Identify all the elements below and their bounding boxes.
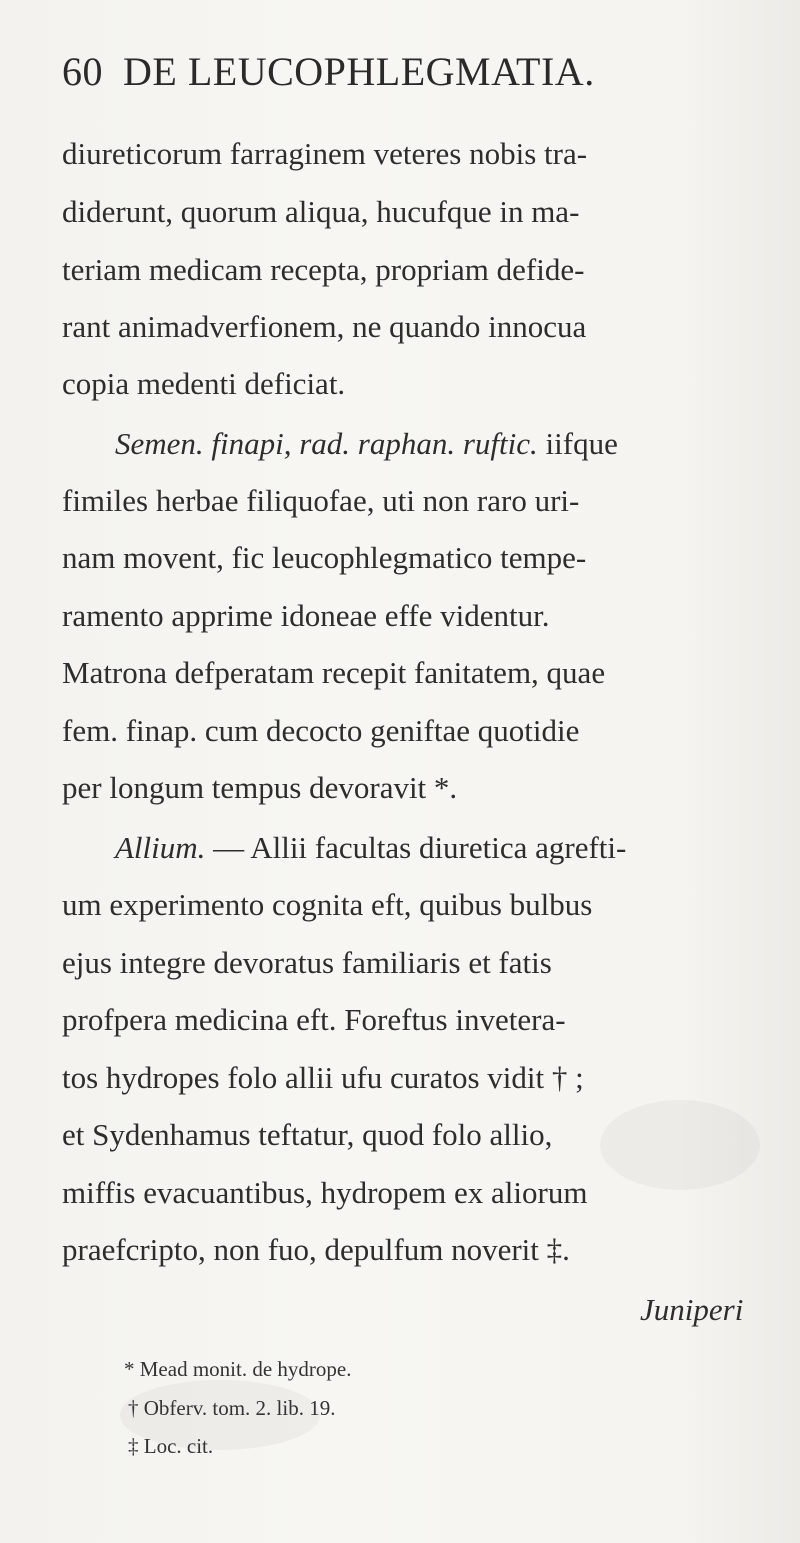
text-line: miffis evacuantibus, hydropem ex aliorum (62, 1175, 588, 1210)
text-line: copia medenti deficiat. (62, 366, 346, 401)
text-line: Matrona defperatam recepit fanitatem, quae (62, 655, 606, 690)
text-line: tos hydropes folo allii ufu curatos vidit † ; (62, 1060, 584, 1095)
text-line: fimiles herbae filiquofae, uti non raro uri- (62, 483, 580, 518)
footnote: * Mead monit. de hydrope. (124, 1357, 352, 1381)
italic-drug-names: Semen. finapi, rad. raphan. ruftic. (115, 426, 538, 461)
text-line: ramento apprime idoneae effe videntur. (62, 598, 550, 633)
text-line: ejus integre devoratus familiaris et fatis (62, 945, 552, 980)
running-title: DE LEUCOPHLEGMATIA. (123, 49, 595, 94)
text-line: per longum tempus devoravit *. (62, 770, 458, 805)
text-line: rant animadverfionem, ne quando innocua (62, 309, 587, 344)
text-line: fem. finap. cum decocto geniftae quotidie (62, 713, 580, 748)
footnote: † Obferv. tom. 2. lib. 19. (128, 1396, 336, 1420)
line-continuation: iifque (537, 426, 618, 461)
paper-stain (600, 1100, 760, 1190)
text-line: praefcripto, non fuo, depulfum noverit ‡. (62, 1232, 570, 1267)
text-line-allium (115, 828, 626, 868)
text-line: teriam medicam recepta, propriam defide- (62, 252, 585, 287)
text-line: diderunt, quorum aliqua, hucufque in ma- (62, 194, 580, 229)
running-header (62, 48, 595, 95)
line-continuation: — Allii facultas diuretica agrefti- (205, 830, 627, 865)
catchword: Juniperi (640, 1292, 744, 1327)
footnote: ‡ Loc. cit. (128, 1434, 214, 1458)
text-line-semen (115, 424, 618, 464)
text-line: diureticorum farraginem veteres nobis tra- (62, 136, 588, 171)
italic-allium: Allium. (115, 830, 206, 865)
page-number: 60 (62, 49, 103, 94)
text-line: um experimento cognita eft, quibus bulbus (62, 887, 593, 922)
text-line: et Sydenhamus teftatur, quod folo allio, (62, 1117, 553, 1152)
text-line: nam movent, fic leucophlegmatico tempe- (62, 540, 587, 575)
text-line: profpera medicina eft. Foreftus invetera- (62, 1002, 566, 1037)
